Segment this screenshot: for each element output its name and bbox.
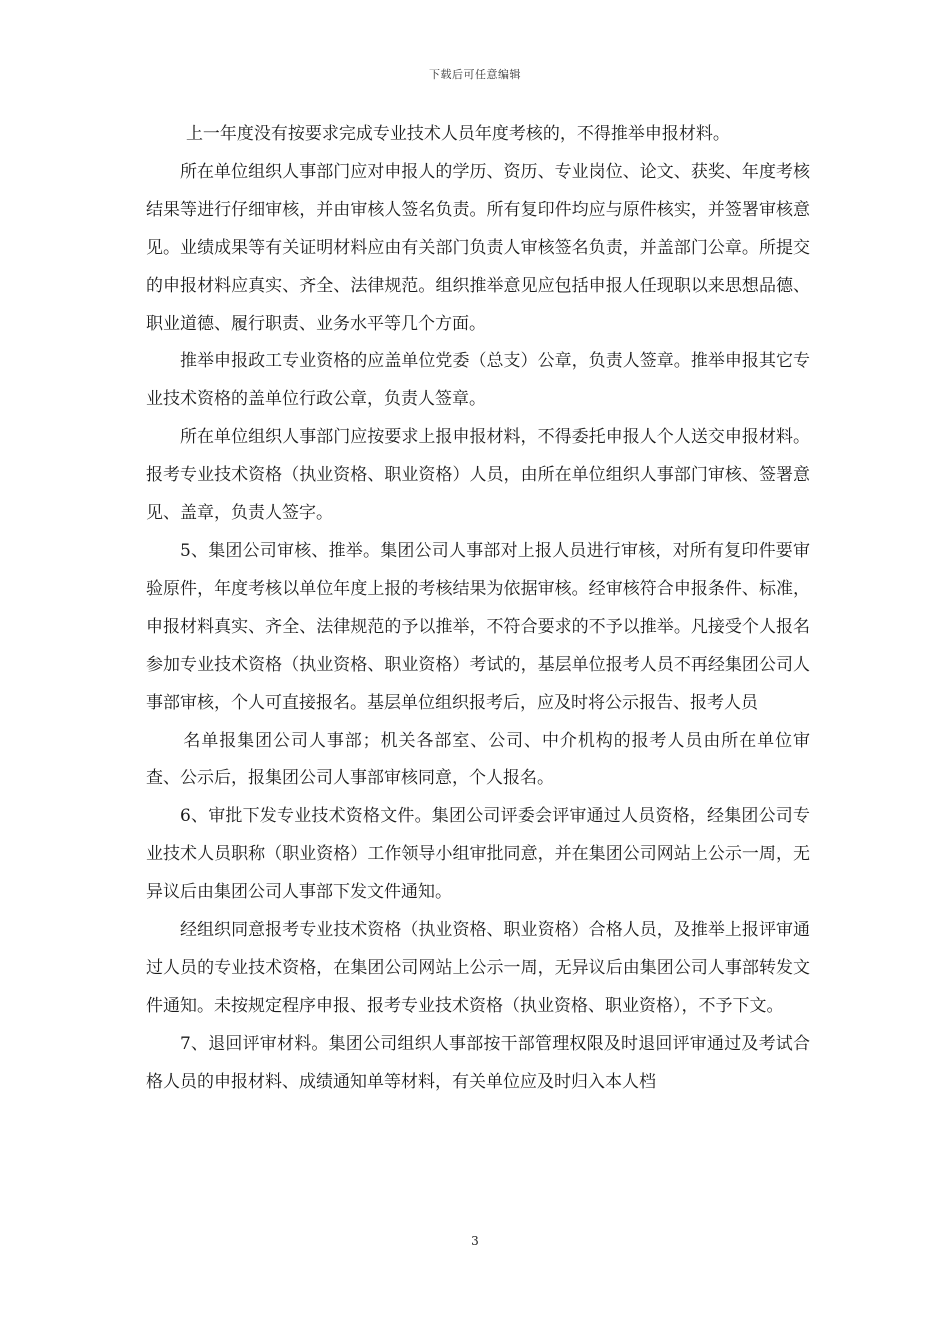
paragraph-2: 所在单位组织人事部门应对申报人的学历、资历、专业岗位、论文、获奖、年度考核结果等进行仔细审核，并由审核人签名负责。所有复印件均应与原件核实，并签署审核意见。业绩成果等有关证明材料应由有关部门负责人审核签名负责，并盖部门公章。所提交的申报材料应真实、齐全、法律规范。组织推举意见应包括申报人任现职以来思想品德、职业道德、履行职责、业务水平等几个方面。 — [146, 161, 810, 334]
paragraph-8: 经组织同意报考专业技术资格（执业资格、职业资格）合格人员，及推举上报评审通过人员的专业技术资格，在集团公司网站上公示一周，无异议后由集团公司人事部转发文件通知。未按规定程序申报、报考专业技术资格（执业资格、职业资格），不予下文。 — [146, 920, 810, 1016]
page-header: 下载后可任意编辑 — [429, 68, 521, 81]
paragraph-4: 所在单位组织人事部门应按要求上报申报材料，不得委托申报人个人送交申报材料。报考专业技术资格（执业资格、职业资格）人员，由所在单位组织人事部门审核、签署意见、盖章，负责人签字。 — [146, 427, 810, 524]
paragraph-3: 推举申报政工专业资格的应盖单位党委（总支）公章，负责人签章。推举申报其它专业技术资格的盖单位行政公章，负责人签章。 — [146, 351, 810, 410]
paragraph-7: 6、审批下发专业技术资格文件。集团公司评委会评审通过人员资格，经集团公司专业技术人员职称（职业资格）工作领导小组审批同意，并在集团公司网站上公示一周，无异议后由集团公司人事部下发文件通知。 — [146, 806, 810, 903]
paragraph-6: 名单报集团公司人事部；机关各部室、公司、中介机构的报考人员由所在单位审查、公示后，报集团公司人事部审核同意，个人报名。 — [146, 730, 810, 789]
document-body — [146, 116, 810, 1102]
paragraph-5: 5、集团公司审核、推举。集团公司人事部对上报人员进行审核，对所有复印件要审验原件，年度考核以单位年度上报的考核结果为依据审核。经审核符合申报条件、标准，申报材料真实、齐全、法律规范的予以推举，不符合要求的不予以推举。凡接受个人报名参加专业技术资格（执业资格、职业资格）考试的，基层单位报考人员不再经集团公司人事部审核，个人可直接报名。基层单位组织报考后，应及时将公示报告、报考人员 — [146, 540, 810, 713]
page-number: 3 — [471, 1234, 479, 1248]
paragraph-1: 上一年度没有按要求完成专业技术人员年度考核的，不得推举申报材料。 — [185, 124, 730, 144]
paragraph-9: 7、退回评审材料。集团公司组织人事部按干部管理权限及时退回评审通过及考试合格人员的申报材料、成绩通知单等材料，有关单位应及时归入本人档 — [146, 1033, 810, 1092]
